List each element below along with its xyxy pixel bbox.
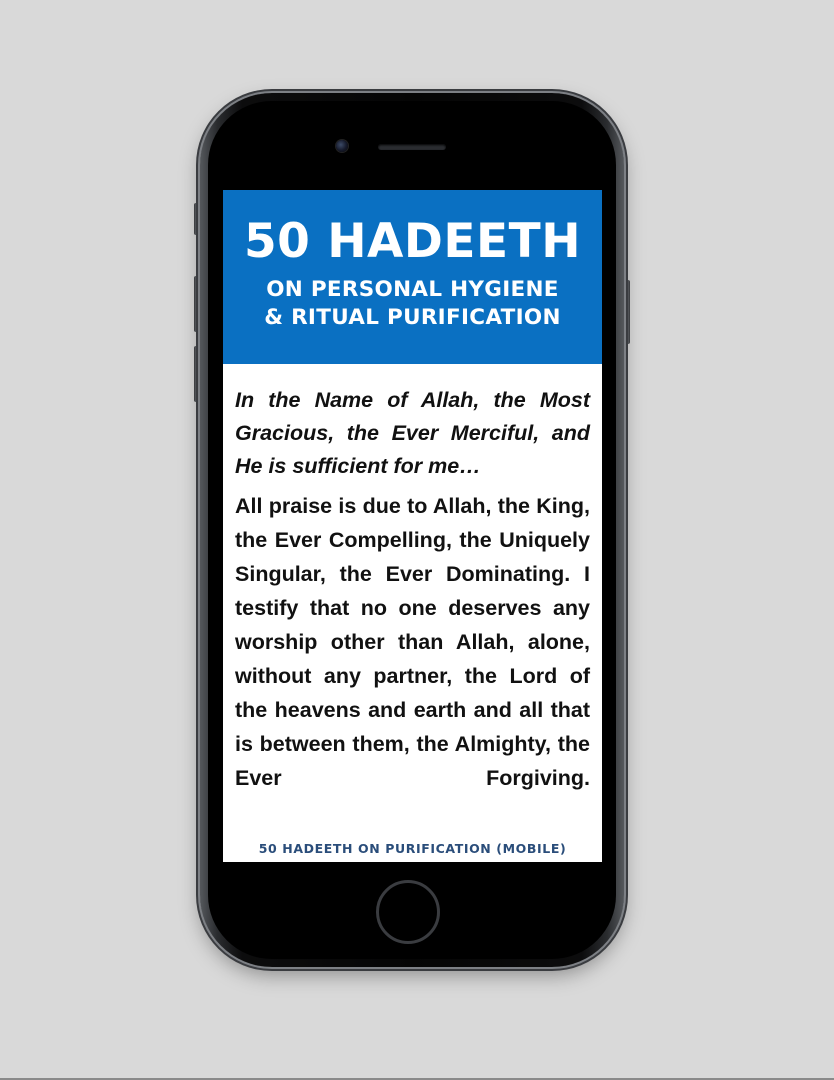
praise-paragraph: All praise is due to Allah, the King, the Ever Compelling, the Uniquely Singular, the Ever Dominating. I testify that no one deserves any worship other than Allah, alone, without any partner, the Lord of the heavens and earth and all that is between them, the Almighty, the Ever Forgiving. [235,494,590,790]
banner-subtitle-line2: & RITUAL PURIFICATION [264,305,561,330]
banner-title: 50 HADEETH [243,214,582,269]
banner-subtitle-line1: ON PERSONAL HYGIENE [266,277,559,302]
title-banner [223,190,602,364]
earpiece-speaker-icon [378,144,446,150]
power-button [624,280,630,344]
front-camera-icon [336,140,348,152]
page-body [223,364,602,795]
page-footer: 50 HADEETH ON PURIFICATION (MOBILE) [258,841,567,856]
intro-paragraph: In the Name of Allah, the Most Gracious, the Ever Merciful, and He is sufficient for me… [235,388,590,478]
home-button-icon[interactable] [376,880,440,944]
phone-screen [223,190,602,862]
banner-subtitle [223,276,602,332]
